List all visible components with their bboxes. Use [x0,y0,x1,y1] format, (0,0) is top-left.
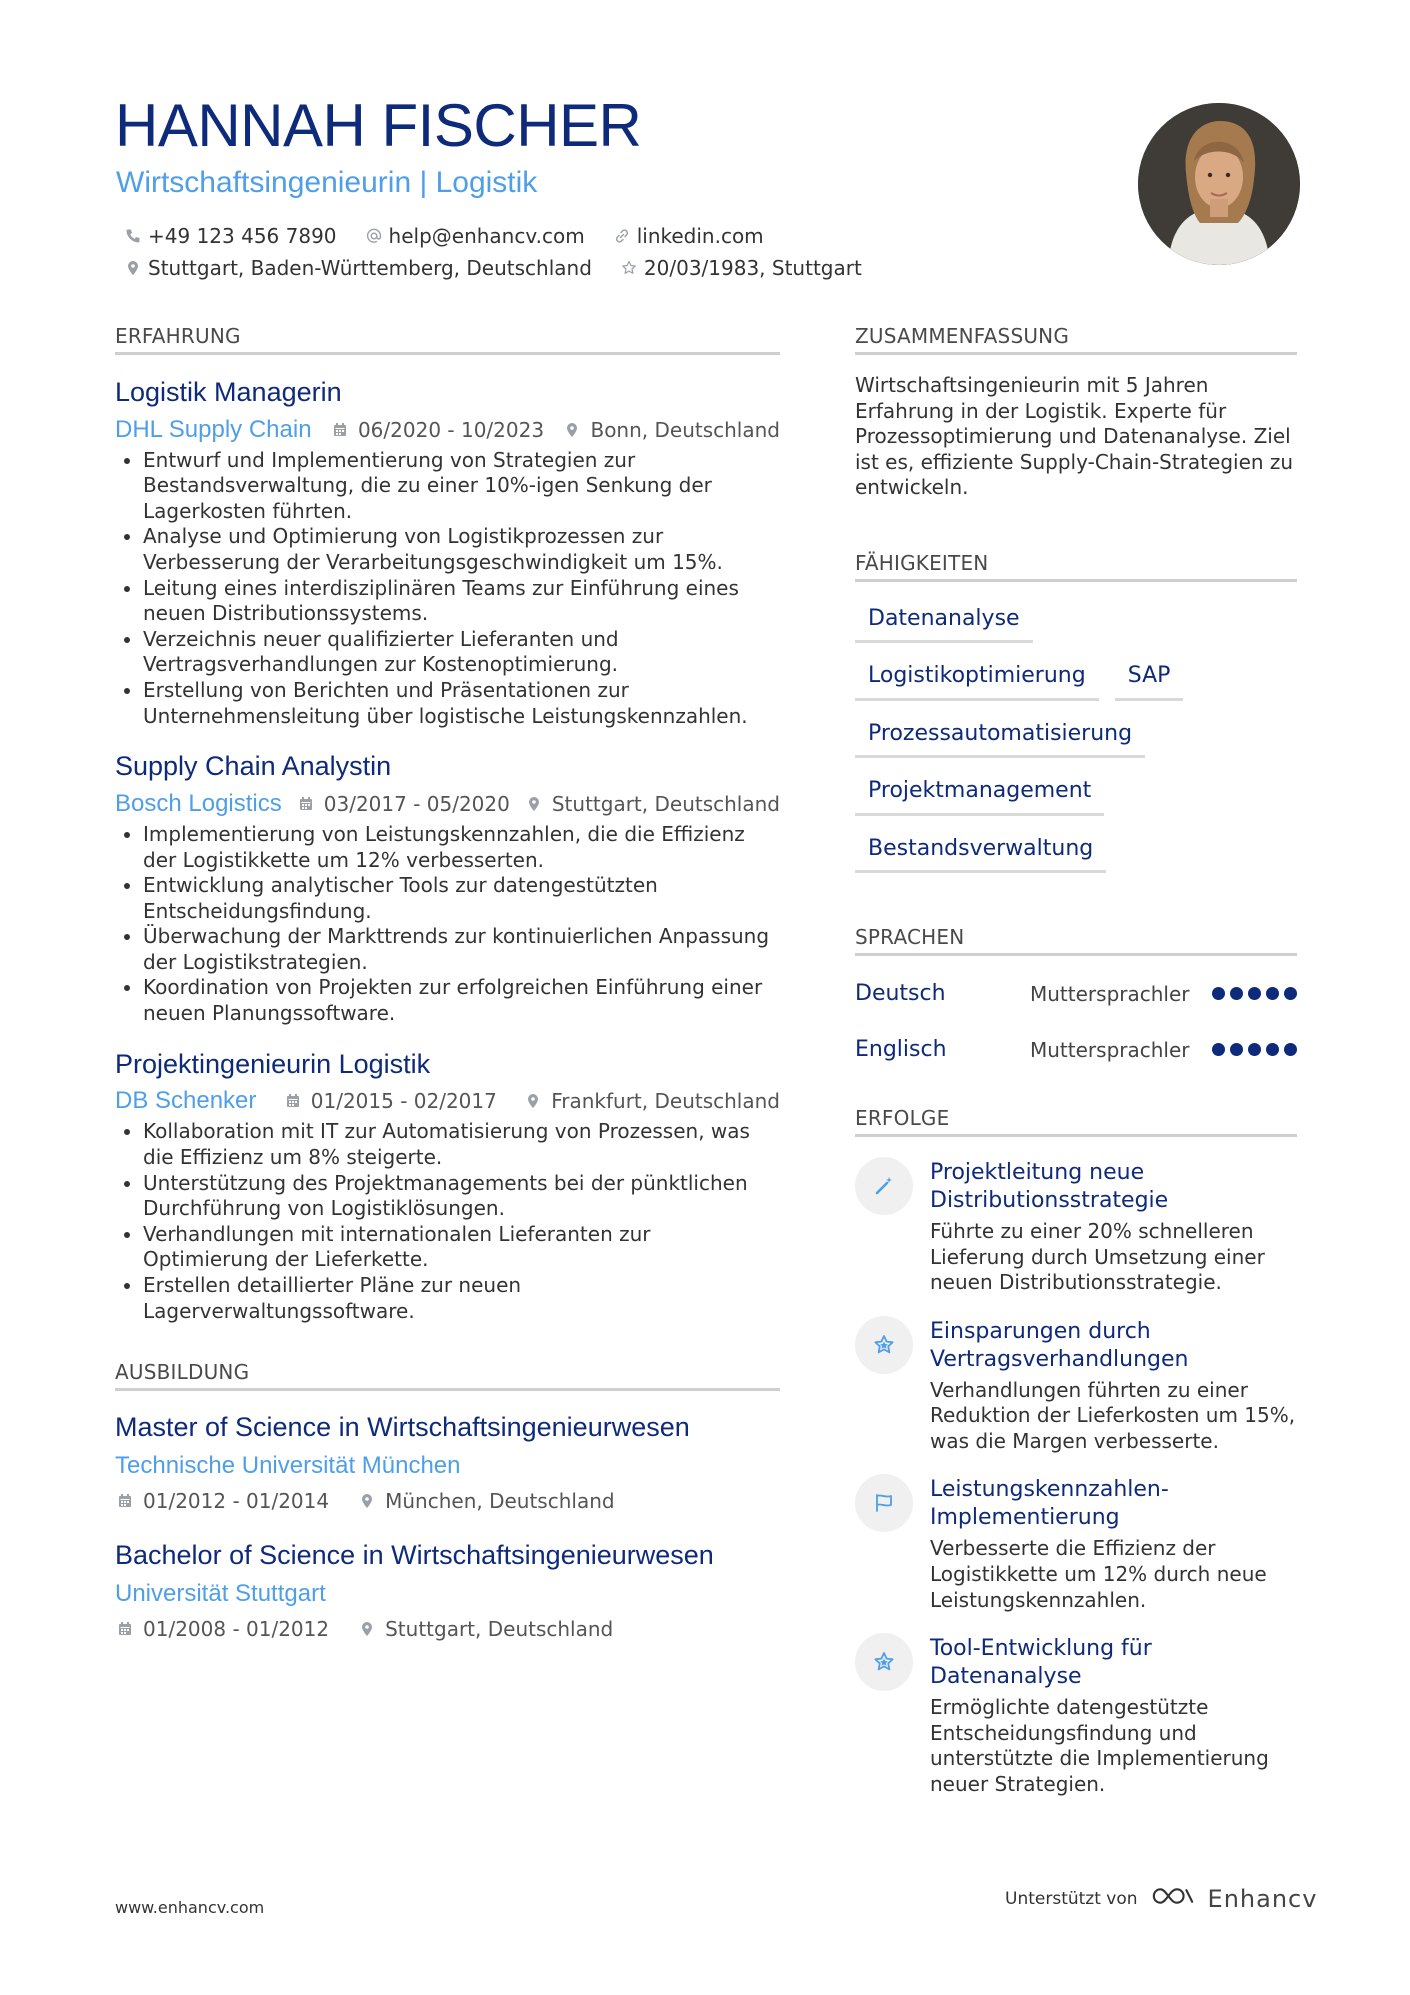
job-bullet: • Erstellung von Berichten und Präsentationen zur Unternehmensleitung über logistische Leistungskennzahlen. [143,678,780,729]
job-bullet: • Implementierung von Leistungskennzahlen, die die Effizienz der Logistikkette um 12% verbesserten. [143,822,780,873]
achievement-title: Tool-Entwicklung für Datenanalyse [930,1636,1152,1690]
language-level: Muttersprachler [1030,1037,1190,1062]
brand-name: Enhancv [1207,1884,1318,1913]
rating-dot [1212,1043,1225,1056]
job-company: Bosch Logistics [115,789,282,817]
job-meta [115,416,780,444]
job-title: Logistik Managerin [115,377,342,407]
achievement-desc: Ermöglichte datengestützte Entscheidungsfindung und unterstützte die Implementierung neuer Strategien. [930,1695,1269,1797]
location-text: Stuttgart, Baden-Württemberg, Deutschland [148,256,592,280]
language-name: Deutsch [855,981,946,1007]
rating-dot [1266,987,1279,1000]
job-bullet: • Erstellen detaillierter Pläne zur neuen Lagerverwaltungssoftware. [143,1273,780,1324]
rating-dot [1284,1043,1297,1056]
contact-row-1 [122,224,764,248]
languages-heading: SPRACHEN [855,925,1297,956]
achievement-title: Projektleitung neue Distributionsstrategie [930,1159,1169,1213]
achievement-item [855,1318,1297,1455]
calendar-icon [296,794,316,814]
achievement-item [855,1635,1297,1797]
job-bullets [115,1119,780,1324]
summary-heading: ZUSAMMENFASSUNG [855,324,1297,355]
edu-dates-text: 01/2008 - 01/2012 [143,1617,330,1642]
education-entry [115,1413,780,1513]
job-location-text: Frankfurt, Deutschland [551,1089,780,1114]
edu-meta [115,1617,780,1641]
skills-heading: FÄHIGKEITEN [855,551,1297,582]
rating-dot [1266,1043,1279,1056]
linkedin-text[interactable]: linkedin.com [636,224,764,248]
achievement-item [855,1159,1297,1296]
skill-tag: Prozessautomatisierung [855,713,1145,758]
edu-school: Universität Stuttgart [115,1579,326,1607]
enhancv-logo-icon [1150,1884,1196,1913]
calendar-icon [115,1619,135,1639]
job-dates-text: 06/2020 - 10/2023 [357,417,545,442]
job-company: DHL Supply Chain [115,415,312,443]
summary-text: Wirtschaftsingenieurin mit 5 Jahren Erfahrung in der Logistik. Experte für Prozessoptimierung und Datenanalyse. Ziel ist es, effiziente Supply-Chain-Strategien zu entwickeln. [855,373,1294,500]
rating-dot [1212,987,1225,1000]
footer-website[interactable]: www.enhancv.com [115,1898,265,1917]
language-rating [1212,1043,1297,1056]
language-rating [1212,987,1297,1000]
star-outline-icon [618,258,640,278]
edu-school: Technische Universität München [115,1451,461,1479]
powered-by-text: Unterstützt von [1005,1888,1138,1909]
right-column [855,324,1297,1798]
job-title: Projektingenieurin Logistik [115,1048,431,1079]
phone-text[interactable]: +49 123 456 7890 [148,224,337,248]
contact-location [122,256,592,280]
skill-tag: SAP [1115,655,1184,700]
language-level: Muttersprachler [1030,981,1190,1006]
skill-tag: Projektmanagement [855,770,1104,815]
education-heading: AUSBILDUNG [115,1360,780,1391]
rating-dot [1230,987,1243,1000]
job-bullets [115,822,780,1027]
job-bullet: • Leitung eines interdisziplinären Teams zur Einführung eines neuen Distributionssystems. [143,576,780,627]
edu-dates [115,1489,329,1513]
job-entry [115,752,780,1026]
rating-dot [1284,987,1297,1000]
achievement-desc: Führte zu einer 20% schnelleren Lieferung durch Umsetzung einer neuen Distributionsstrategie. [930,1218,1265,1295]
job-bullet: • Verhandlungen mit internationalen Lieferanten zur Optimierung der Lieferkette. [143,1222,780,1273]
phone-icon [122,226,144,246]
contact-row-2 [122,256,862,280]
wand-icon [855,1157,913,1215]
contact-email [363,224,585,248]
star-icon [855,1316,913,1374]
job-dates [330,418,544,442]
footer-branding [1005,1884,1317,1913]
achievement-desc: Verhandlungen führten zu einer Reduktion der Lieferkosten um 15%, was die Margen verbesserte. [930,1377,1296,1453]
rating-dot [1230,1043,1243,1056]
job-company: DB Schenker [115,1087,257,1115]
job-dates [283,1089,497,1113]
achievements-heading: ERFOLGE [855,1106,1297,1137]
location-pin-icon [357,1491,377,1511]
skills-list [855,598,1295,885]
skill-tag: Logistikoptimierung [855,655,1099,700]
job-entry [115,378,780,729]
location-pin-icon [524,794,544,814]
calendar-icon [115,1491,135,1511]
job-location-text: Stuttgart, Deutschland [551,791,780,816]
job-dates [296,792,510,816]
job-location [523,1089,780,1113]
achievement-title: Leistungskennzahlen-Implementierung [930,1477,1169,1531]
location-pin-icon [523,1091,543,1111]
link-icon [611,226,633,246]
location-pin-icon [122,258,144,278]
rating-dot [1248,987,1261,1000]
job-location [524,792,780,816]
location-pin-icon [562,420,582,440]
edu-degree: Master of Science in Wirtschaftsingenieurwesen [115,1412,690,1443]
skill-tag: Datenanalyse [855,598,1033,643]
rating-dot [1248,1043,1261,1056]
location-pin-icon [357,1619,377,1639]
job-bullet: • Analyse und Optimierung von Logistikprozessen zur Verbesserung der Verarbeitungsgeschwindigkeit um 15%. [143,524,780,575]
job-location [562,418,780,442]
candidate-title: Wirtschaftsingenieurin | Logistik [116,166,538,199]
edu-location-text: München, Deutschland [385,1489,615,1514]
language-row [855,1032,1297,1068]
edu-dates [115,1617,329,1641]
achievement-title: Einsparungen durch Vertragsverhandlungen [930,1318,1189,1372]
job-bullet: • Entwicklung analytischer Tools zur datengestützten Entscheidungsfindung. [143,873,780,924]
job-entry [115,1050,780,1324]
job-meta [115,790,780,818]
edu-location [357,1489,614,1513]
edu-degree: Bachelor of Science in Wirtschaftsingenieurwesen [115,1540,714,1571]
language-row [855,976,1297,1012]
job-dates-text: 03/2017 - 05/2020 [323,791,510,816]
edu-dates-text: 01/2012 - 01/2014 [143,1489,330,1514]
job-bullets [115,448,780,730]
left-column [115,324,780,1641]
job-location-text: Bonn, Deutschland [590,417,780,442]
flag-icon [855,1474,913,1532]
job-dates-text: 01/2015 - 02/2017 [310,1089,497,1114]
job-bullet: • Verzeichnis neuer qualifizierter Lieferanten und Vertragsverhandlungen zur Kostenoptimierung. [143,627,780,678]
education-entry [115,1541,780,1641]
email-text[interactable]: help@enhancv.com [388,224,585,248]
candidate-name: HANNAH FISCHER [115,92,642,159]
experience-heading: ERFAHRUNG [115,324,780,355]
job-meta [115,1087,780,1115]
contact-phone [122,224,337,248]
at-icon [363,226,385,246]
job-bullet: • Entwurf und Implementierung von Strategien zur Bestandsverwaltung, die zu einer 10%-igen Senkung der Lagerkosten führten. [143,448,780,525]
achievement-item [855,1476,1297,1613]
contact-linkedin [611,224,764,248]
calendar-icon [330,420,350,440]
profile-photo [1138,103,1300,265]
job-title: Supply Chain Analystin [115,751,392,782]
edu-location-text: Stuttgart, Deutschland [385,1617,614,1642]
edu-location [357,1617,613,1641]
job-bullet: • Unterstützung des Projektmanagements bei der pünktlichen Durchführung von Logistiklösungen. [143,1171,780,1222]
job-bullet: • Kollaboration mit IT zur Automatisierung von Prozessen, was die Effizienz um 8% steigerte. [143,1119,780,1170]
calendar-icon [283,1091,303,1111]
edu-meta [115,1489,780,1513]
birth-text: 20/03/1983, Stuttgart [643,256,862,280]
contact-birth [618,256,862,280]
job-bullet: • Koordination von Projekten zur erfolgreichen Einführung einer neuen Planungssoftware. [143,975,780,1026]
star-icon [855,1633,913,1691]
language-name: Englisch [855,1037,947,1063]
skill-tag: Bestandsverwaltung [855,828,1106,873]
job-bullet: • Überwachung der Markttrends zur kontinuierlichen Anpassung der Logistikstrategien. [143,924,780,975]
achievement-desc: Verbesserte die Effizienz der Logistikkette um 12% durch neue Leistungskennzahlen. [930,1536,1267,1612]
